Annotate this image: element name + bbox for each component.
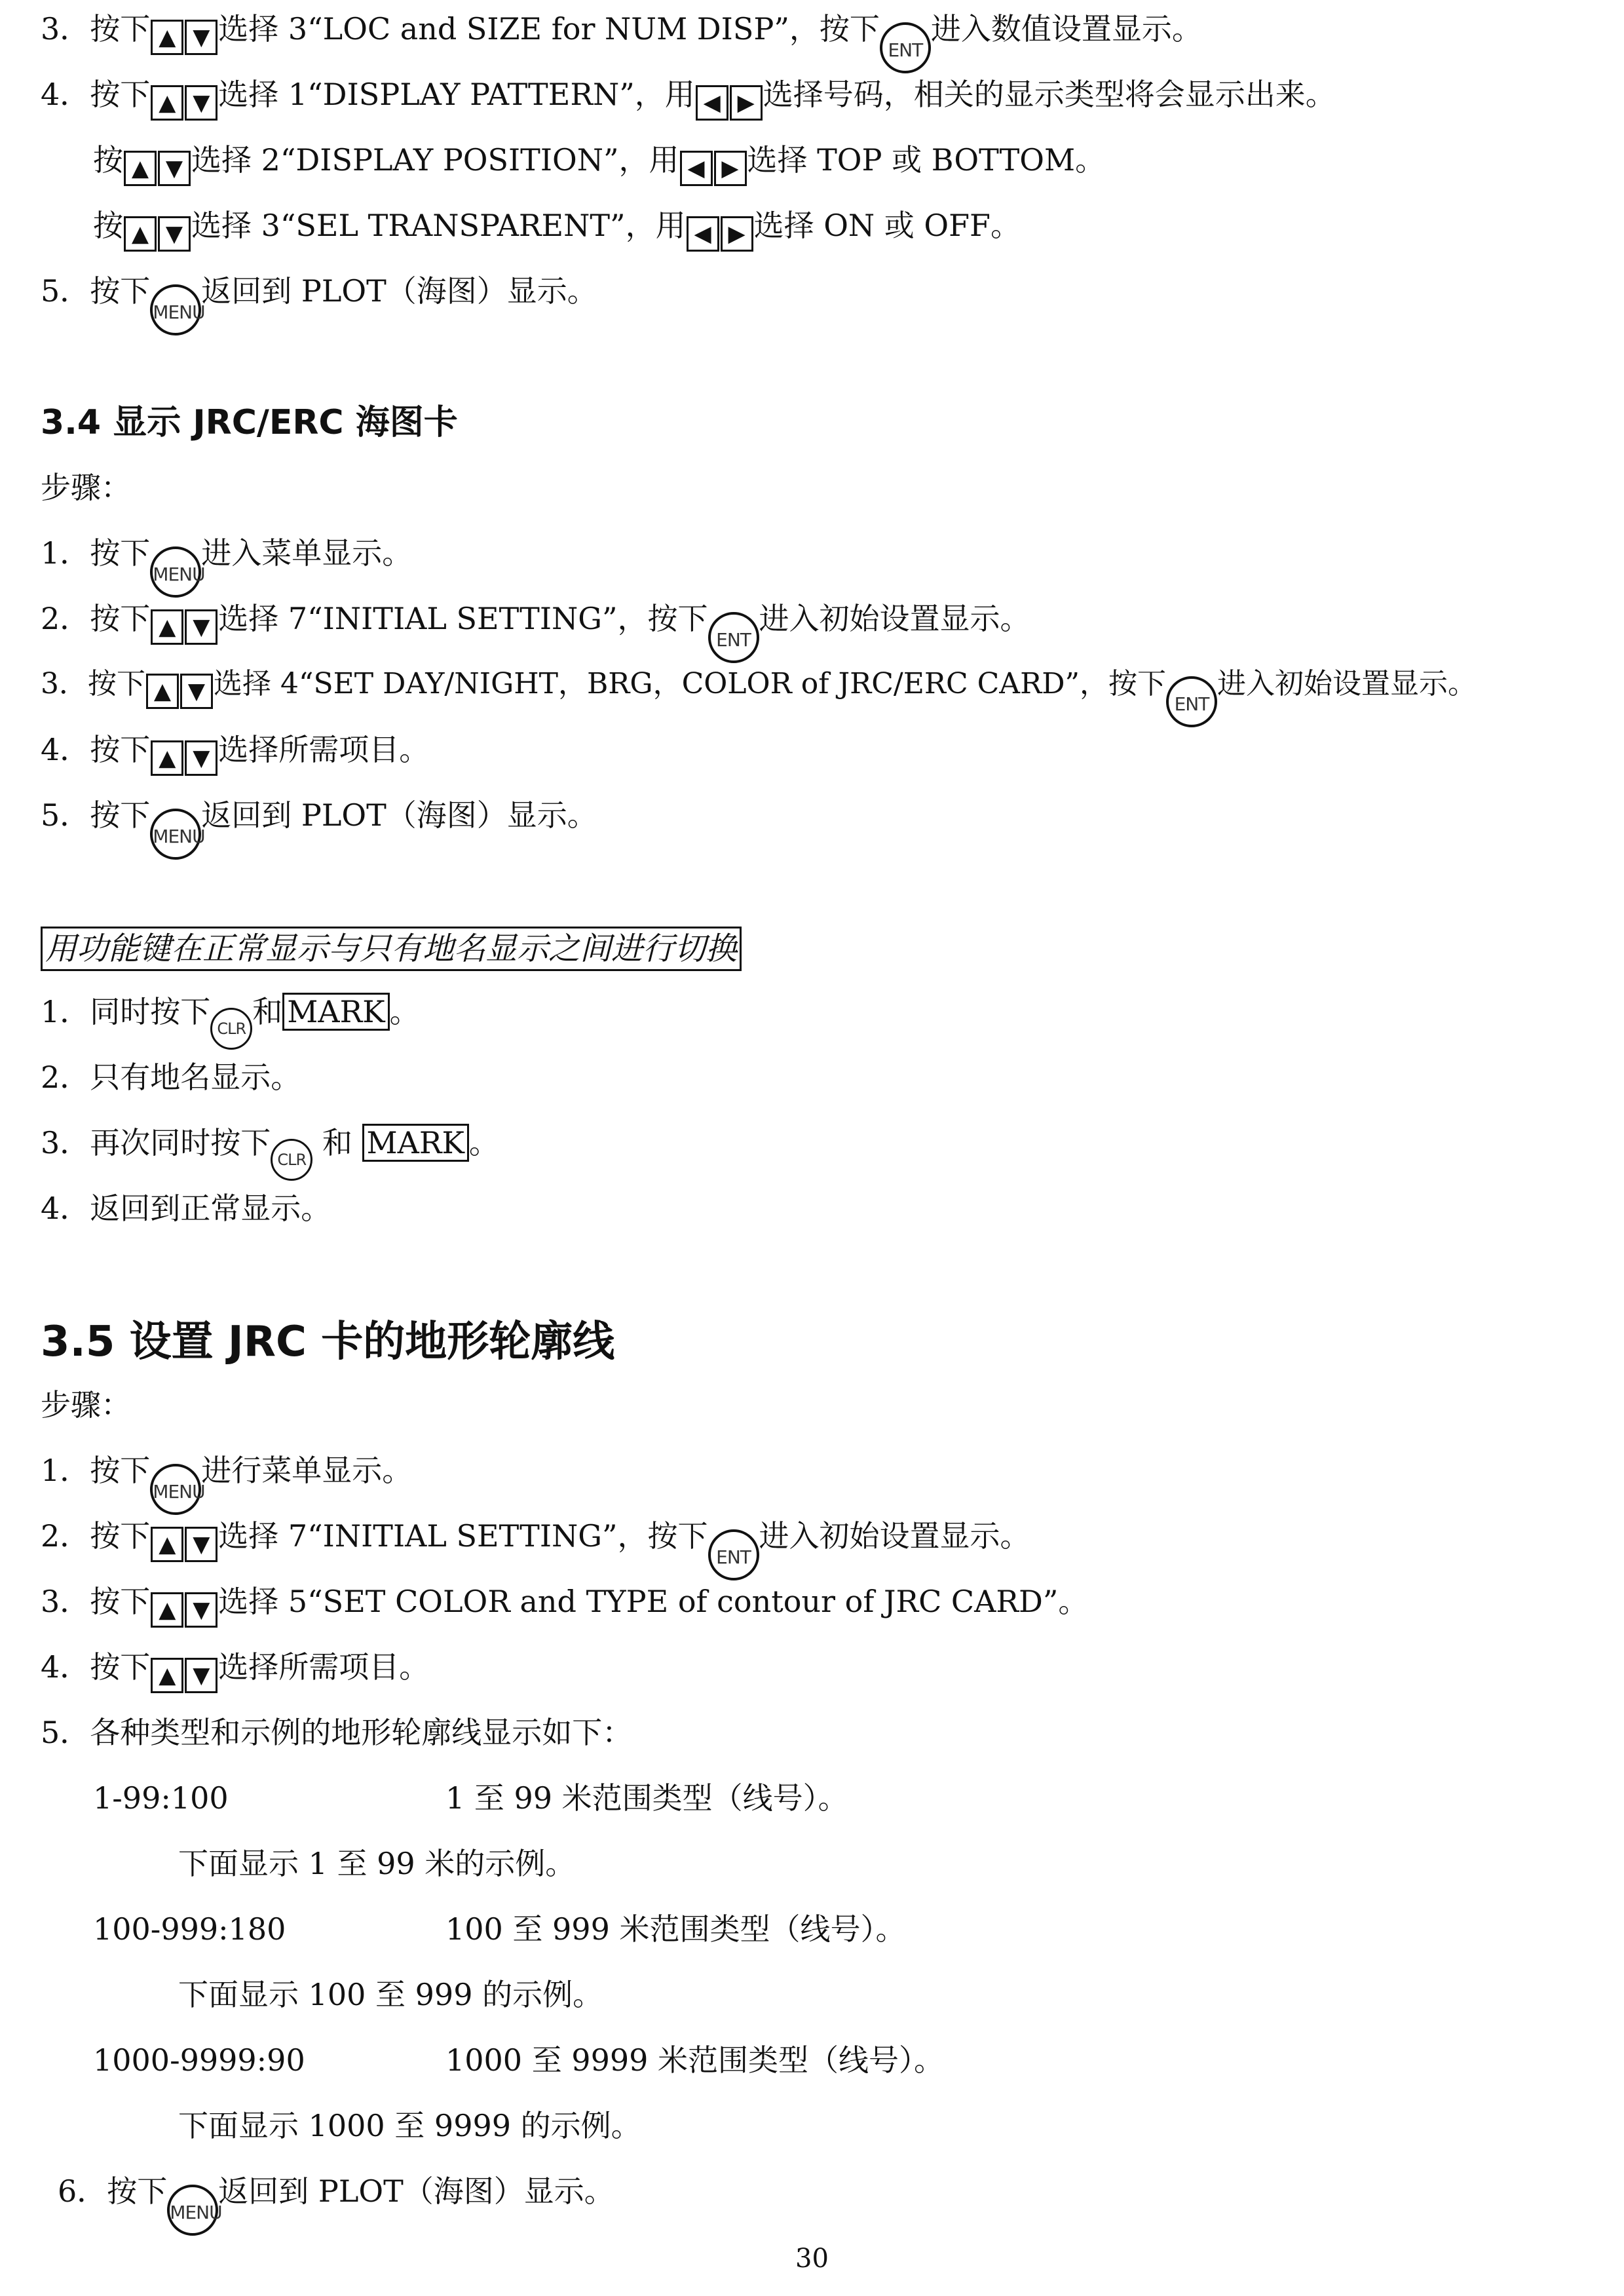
step-text: 只有地名显示。	[90, 1060, 301, 1095]
section-title: 3.5 设置 JRC 卡的地形轮廓线	[41, 1318, 615, 1366]
step-line	[41, 1516, 1030, 1568]
menu-key-icon: MENU	[150, 809, 201, 860]
step-text: 选择 TOP 或 BOTTOM。	[747, 142, 1106, 178]
step-text: 选择 3“LOC and SIZE for NUM DISP”，按下	[218, 11, 880, 47]
left-arrow-icon: ◀	[680, 151, 713, 186]
step-text: 再次同时按下	[90, 1125, 271, 1160]
step-text: 选择 5“SET COLOR and TYPE of contour of JRC CARD”。	[218, 1584, 1089, 1619]
up-arrow-icon: ▲	[151, 85, 183, 121]
step-number: 4．	[41, 732, 90, 767]
step-number: 3．	[41, 1125, 90, 1160]
down-arrow-icon: ▼	[185, 1658, 217, 1693]
sub-step-line	[93, 140, 1105, 180]
step-line	[41, 664, 1477, 715]
step-number: 2．	[41, 1060, 90, 1095]
contour-description: 100 至 999 米范围类型（线号）。	[445, 1911, 906, 1947]
down-arrow-icon: ▼	[185, 1592, 217, 1628]
step-text: 和	[312, 1125, 362, 1160]
step-number: 5．	[41, 273, 90, 309]
step-line	[41, 1582, 1088, 1621]
up-arrow-icon: ▲	[124, 151, 157, 186]
up-arrow-icon: ▲	[146, 674, 179, 709]
step-text: 按下	[90, 1649, 151, 1685]
step-text: 选择号码，相关的显示类型将会显示出来。	[763, 77, 1336, 112]
step-line	[41, 1058, 301, 1097]
menu-key-icon: MENU	[167, 2185, 218, 2236]
step-text: 按下	[90, 77, 151, 112]
step-text: 按下	[90, 797, 151, 833]
mark-key: MARK	[282, 993, 389, 1031]
step-text: 进入数值设置显示。	[930, 11, 1202, 47]
step-text: 按下	[88, 667, 145, 700]
ent-key-icon: ENT	[708, 1529, 759, 1580]
contour-code: 1000-9999:90	[93, 2042, 305, 2078]
step-number: 6．	[58, 2173, 107, 2209]
step-text: 选择 3“SEL TRANSPARENT”，用	[191, 208, 686, 243]
steps-label: 步骤：	[41, 470, 131, 505]
step-number: 1．	[41, 1453, 90, 1488]
step-text: 选择所需项目。	[218, 732, 430, 767]
step-text: 进入初始设置显示。	[1217, 667, 1477, 700]
step-text: 各种类型和示例的地形轮廓线显示如下：	[90, 1715, 633, 1750]
step-text: 进入初始设置显示。	[759, 1518, 1030, 1554]
up-arrow-icon: ▲	[151, 1592, 183, 1628]
down-arrow-icon: ▼	[185, 609, 217, 645]
section-title: 3.4 显示 JRC/ERC 海图卡	[41, 403, 458, 442]
step-text: 返回到正常显示。	[90, 1191, 331, 1226]
step-text: 返回到 PLOT（海图）显示。	[218, 2173, 614, 2209]
step-text: 。	[468, 1125, 499, 1160]
step-text: 选择 2“DISPLAY POSITION”，用	[191, 142, 679, 178]
step-line	[41, 992, 420, 1038]
step-text: 和	[252, 994, 283, 1029]
contour-code: 1-99:100	[93, 1780, 229, 1816]
down-arrow-icon: ▼	[185, 20, 217, 55]
step-number: 2．	[41, 1518, 90, 1554]
step-number: 3．	[41, 11, 90, 47]
menu-key-icon: MENU	[150, 284, 201, 335]
step-text: 选择 1“DISPLAY PATTERN”，用	[218, 77, 695, 112]
step-text: 选择 7“INITIAL SETTING”，按下	[218, 1518, 708, 1554]
step-text: 选择 ON 或 OFF。	[753, 208, 1021, 243]
ent-key-icon: ENT	[1166, 676, 1217, 727]
left-arrow-icon: ◀	[696, 85, 728, 121]
step-text: 进行菜单显示。	[201, 1453, 413, 1488]
contour-row	[93, 1909, 906, 1949]
step-text: 按下	[90, 601, 151, 636]
step-line	[58, 2172, 614, 2223]
up-arrow-icon: ▲	[151, 20, 183, 55]
down-arrow-icon: ▼	[185, 85, 217, 121]
contour-example: 下面显示 1 至 99 米的示例。	[178, 1846, 576, 1881]
step-text: 进入菜单显示。	[201, 535, 413, 571]
step-text: 按下	[90, 1584, 151, 1619]
up-arrow-icon: ▲	[124, 216, 157, 252]
up-arrow-icon: ▲	[151, 1527, 183, 1562]
step-text: 按	[93, 208, 123, 243]
step-number: 2．	[41, 601, 90, 636]
contour-description: 1000 至 9999 米范围类型（线号）。	[445, 2042, 944, 2078]
step-number: 1．	[41, 994, 90, 1029]
page-number: 30	[795, 2244, 829, 2274]
step-text: 按下	[90, 732, 151, 767]
mark-key: MARK	[362, 1124, 469, 1162]
contour-row	[93, 1778, 848, 1818]
step-line	[41, 730, 429, 769]
step-text: 按下	[90, 273, 151, 309]
right-arrow-icon: ▶	[730, 85, 763, 121]
step-number: 3．	[41, 667, 88, 700]
down-arrow-icon: ▼	[158, 151, 191, 186]
step-line	[41, 1123, 499, 1169]
step-text: 进入初始设置显示。	[759, 601, 1030, 636]
step-line	[41, 533, 413, 585]
step-text: 返回到 PLOT（海图）显示。	[201, 797, 597, 833]
menu-key-icon: MENU	[150, 1464, 201, 1515]
step-number: 4．	[41, 1191, 90, 1226]
right-arrow-icon: ▶	[714, 151, 747, 186]
step-number: 5．	[41, 1715, 90, 1750]
ent-key-icon: ENT	[708, 612, 759, 663]
clr-key-icon: CLR	[271, 1139, 312, 1181]
down-arrow-icon: ▼	[185, 1527, 217, 1562]
step-text: 选择 7“INITIAL SETTING”，按下	[218, 601, 708, 636]
contour-example: 下面显示 100 至 999 的示例。	[178, 1977, 603, 2012]
clr-key-icon: CLR	[210, 1008, 252, 1050]
step-line	[41, 9, 1202, 61]
step-number: 4．	[41, 77, 90, 112]
subsection-heading: 用功能键在正常显示与只有地名显示之间进行切换	[41, 927, 742, 971]
step-line	[41, 1189, 331, 1228]
step-line	[41, 1451, 413, 1502]
step-line	[41, 599, 1030, 651]
menu-key-icon: MENU	[150, 546, 201, 598]
step-text: 同时按下	[90, 994, 211, 1029]
step-line	[41, 271, 597, 323]
steps-label: 步骤：	[41, 1387, 131, 1423]
step-number: 3．	[41, 1584, 90, 1619]
up-arrow-icon: ▲	[151, 1658, 183, 1693]
contour-example: 下面显示 1000 至 9999 的示例。	[178, 2108, 641, 2143]
contour-description: 1 至 99 米范围类型（线号）。	[445, 1780, 848, 1816]
contour-row	[93, 2040, 944, 2080]
step-number: 1．	[41, 535, 90, 571]
step-line	[41, 1647, 429, 1687]
up-arrow-icon: ▲	[151, 740, 183, 776]
step-line	[41, 1713, 632, 1752]
step-text: 按下	[90, 11, 151, 47]
ent-key-icon: ENT	[880, 22, 931, 73]
step-line	[41, 75, 1336, 114]
right-arrow-icon: ▶	[721, 216, 753, 252]
left-arrow-icon: ◀	[687, 216, 719, 252]
step-text: 返回到 PLOT（海图）显示。	[201, 273, 597, 309]
step-text: 按下	[107, 2173, 168, 2209]
step-text: 按	[93, 142, 123, 178]
contour-code: 100-999:180	[93, 1911, 286, 1947]
sub-step-line	[93, 206, 1021, 245]
step-number: 4．	[41, 1649, 90, 1685]
step-number: 5．	[41, 797, 90, 833]
step-line	[41, 795, 597, 847]
down-arrow-icon: ▼	[185, 740, 217, 776]
up-arrow-icon: ▲	[151, 609, 183, 645]
step-text: 选择 4“SET DAY/NIGHT，BRG，COLOR of JRC/ERC CARD”，按下	[214, 667, 1166, 700]
step-text: 。	[389, 994, 420, 1029]
down-arrow-icon: ▼	[180, 674, 213, 709]
step-text: 按下	[90, 1453, 151, 1488]
step-text: 按下	[90, 1518, 151, 1554]
down-arrow-icon: ▼	[158, 216, 191, 252]
step-text: 按下	[90, 535, 151, 571]
step-text: 选择所需项目。	[218, 1649, 430, 1685]
